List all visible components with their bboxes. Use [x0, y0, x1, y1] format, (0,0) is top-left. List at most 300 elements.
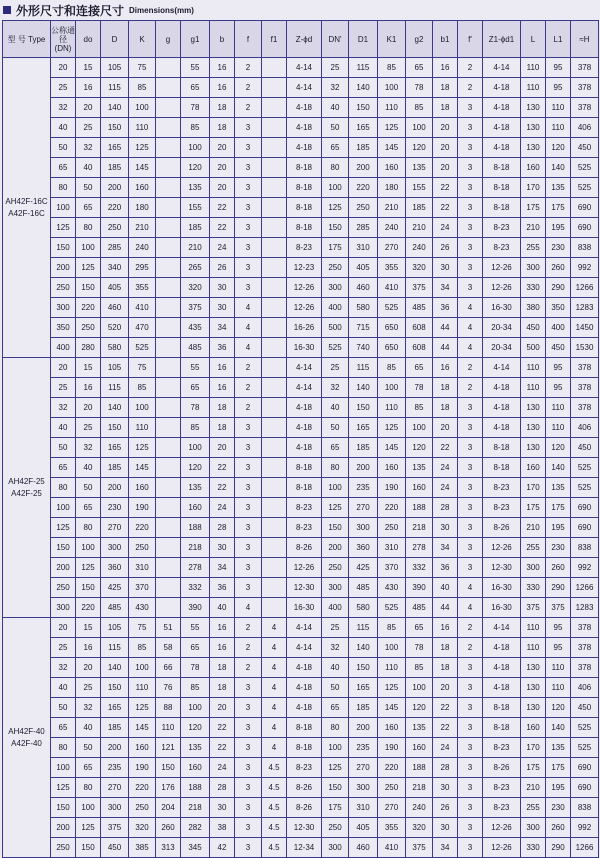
table-cell: 580 — [101, 338, 129, 358]
table-cell: 51 — [156, 618, 181, 638]
table-cell — [156, 118, 181, 138]
column-header: D — [101, 21, 129, 58]
table-cell: 20 — [433, 158, 458, 178]
table-row — [3, 838, 599, 858]
table-cell: 2 — [235, 358, 262, 378]
table-cell: 500 — [521, 338, 546, 358]
table-cell — [156, 218, 181, 238]
table-cell: 485 — [181, 338, 210, 358]
table-row — [3, 418, 599, 438]
table-cell: 50 — [76, 178, 101, 198]
table-row — [3, 678, 599, 698]
table-cell: 40 — [210, 598, 235, 618]
table-cell: 3 — [235, 198, 262, 218]
table-cell: 120 — [546, 138, 571, 158]
table-cell: 260 — [546, 818, 571, 838]
table-cell: 300 — [101, 798, 129, 818]
table-cell: 410 — [378, 838, 406, 858]
table-cell: 3 — [458, 738, 483, 758]
table-cell: 265 — [181, 258, 210, 278]
table-cell: 3 — [235, 698, 262, 718]
table-cell: 185 — [101, 158, 129, 178]
table-cell: 3 — [458, 838, 483, 858]
table-cell: 165 — [101, 698, 129, 718]
table-cell: 150 — [101, 418, 129, 438]
table-row — [3, 158, 599, 178]
table-cell: 200 — [101, 738, 129, 758]
table-cell: 100 — [322, 478, 349, 498]
table-row — [3, 258, 599, 278]
table-cell: 310 — [378, 538, 406, 558]
table-cell: 65 — [51, 458, 76, 478]
table-cell: 121 — [156, 738, 181, 758]
table-cell: 115 — [349, 358, 378, 378]
table-cell: 100 — [406, 418, 433, 438]
table-cell: 20 — [76, 658, 101, 678]
table-row — [3, 178, 599, 198]
table-row — [3, 398, 599, 418]
table-row — [3, 318, 599, 338]
table-cell: 332 — [181, 578, 210, 598]
table-cell: 18 — [433, 98, 458, 118]
table-cell: 310 — [349, 238, 378, 258]
table-cell: 135 — [546, 478, 571, 498]
table-cell: 200 — [51, 558, 76, 578]
table-cell: 250 — [322, 558, 349, 578]
table-cell: 24 — [433, 738, 458, 758]
table-cell: 165 — [349, 678, 378, 698]
table-cell: 85 — [181, 118, 210, 138]
table-cell: 300 — [322, 578, 349, 598]
table-cell: 115 — [349, 58, 378, 78]
table-cell: 8-18 — [483, 178, 521, 198]
table-cell: 4-14 — [287, 618, 322, 638]
table-cell — [262, 318, 287, 338]
table-cell: 240 — [378, 218, 406, 238]
table-cell: 55 — [181, 358, 210, 378]
table-cell: 175 — [322, 798, 349, 818]
table-cell: 1450 — [571, 318, 599, 338]
table-cell: 100 — [76, 238, 101, 258]
table-cell: 4-18 — [483, 678, 521, 698]
table-cell: 218 — [181, 798, 210, 818]
table-cell: 58 — [156, 638, 181, 658]
table-row — [3, 98, 599, 118]
table-row — [3, 538, 599, 558]
table-row — [3, 198, 599, 218]
table-cell: 8-26 — [287, 778, 322, 798]
table-cell: 220 — [76, 598, 101, 618]
table-cell — [156, 558, 181, 578]
table-cell: 4-18 — [287, 658, 322, 678]
table-cell: 300 — [101, 538, 129, 558]
table-cell: 160 — [521, 718, 546, 738]
table-cell: 375 — [101, 818, 129, 838]
table-cell: 32 — [51, 398, 76, 418]
table-cell — [156, 458, 181, 478]
table-cell: 110 — [546, 678, 571, 698]
table-cell: 140 — [349, 378, 378, 398]
table-cell: 385 — [129, 838, 156, 858]
table-cell: 2 — [235, 98, 262, 118]
table-cell: 450 — [101, 838, 129, 858]
column-header: f — [235, 21, 262, 58]
table-cell: 485 — [406, 598, 433, 618]
table-cell: 175 — [521, 758, 546, 778]
table-cell: 8-26 — [483, 758, 521, 778]
table-cell — [262, 598, 287, 618]
table-cell: 65 — [181, 78, 210, 98]
table-cell: 188 — [406, 758, 433, 778]
table-cell: 300 — [521, 558, 546, 578]
table-cell: 525 — [571, 178, 599, 198]
column-header: K1 — [378, 21, 406, 58]
table-cell: 32 — [322, 638, 349, 658]
table-cell: 355 — [378, 258, 406, 278]
table-cell: 26 — [433, 798, 458, 818]
table-cell: 1266 — [571, 278, 599, 298]
table-cell: 18 — [210, 678, 235, 698]
table-cell: 340 — [101, 258, 129, 278]
table-cell: 185 — [101, 458, 129, 478]
table-cell: 690 — [571, 198, 599, 218]
table-cell: 270 — [378, 238, 406, 258]
table-cell — [156, 98, 181, 118]
table-cell: 135 — [546, 178, 571, 198]
table-cell: 160 — [406, 738, 433, 758]
table-cell: 160 — [521, 458, 546, 478]
table-cell: 125 — [378, 418, 406, 438]
table-cell: 380 — [521, 298, 546, 318]
table-cell — [262, 98, 287, 118]
table-cell: 32 — [51, 98, 76, 118]
table-cell: 430 — [129, 598, 156, 618]
table-cell: 2 — [458, 618, 483, 638]
column-header: b — [210, 21, 235, 58]
table-cell: 110 — [546, 118, 571, 138]
table-row — [3, 478, 599, 498]
table-cell: 78 — [406, 78, 433, 98]
table-cell: 150 — [51, 798, 76, 818]
table-cell: 110 — [378, 98, 406, 118]
table-cell: 838 — [571, 538, 599, 558]
table-cell: 12-26 — [483, 278, 521, 298]
table-row — [3, 378, 599, 398]
table-cell: 160 — [129, 178, 156, 198]
table-cell: 120 — [546, 698, 571, 718]
table-cell: 1266 — [571, 578, 599, 598]
table-cell: 16 — [76, 638, 101, 658]
table-cell: 4-18 — [483, 638, 521, 658]
table-cell: 8-18 — [287, 478, 322, 498]
table-cell: 55 — [181, 58, 210, 78]
table-cell: 3 — [235, 538, 262, 558]
table-cell: 270 — [101, 778, 129, 798]
table-cell: 140 — [101, 398, 129, 418]
table-cell: 100 — [76, 538, 101, 558]
table-cell: 32 — [322, 378, 349, 398]
table-cell: 18 — [210, 98, 235, 118]
table-cell: 12-26 — [483, 538, 521, 558]
table-cell: 4-18 — [287, 698, 322, 718]
table-cell: 520 — [101, 318, 129, 338]
table-cell — [262, 298, 287, 318]
table-cell: 310 — [129, 558, 156, 578]
table-cell: 20 — [51, 618, 76, 638]
table-cell: 290 — [546, 578, 571, 598]
table-cell: 150 — [76, 838, 101, 858]
table-cell: 160 — [378, 158, 406, 178]
table-cell: 150 — [101, 118, 129, 138]
table-cell: 4 — [458, 598, 483, 618]
table-cell: 100 — [51, 758, 76, 778]
table-cell: 1530 — [571, 338, 599, 358]
table-cell: 65 — [322, 138, 349, 158]
table-cell: 50 — [51, 438, 76, 458]
table-cell: 3 — [458, 678, 483, 698]
table-cell: 66 — [156, 658, 181, 678]
table-cell: 8-18 — [483, 718, 521, 738]
column-header: Z-ϕd — [287, 21, 322, 58]
table-cell: 4 — [235, 298, 262, 318]
table-cell: 355 — [378, 818, 406, 838]
table-cell: 40 — [51, 118, 76, 138]
table-cell: 8-23 — [287, 498, 322, 518]
table-cell: 40 — [322, 98, 349, 118]
table-cell: 78 — [406, 378, 433, 398]
table-cell: 16-30 — [483, 598, 521, 618]
table-cell: 218 — [406, 518, 433, 538]
table-cell: 170 — [521, 478, 546, 498]
table-cell: 30 — [210, 798, 235, 818]
table-cell: 4-18 — [483, 398, 521, 418]
table-cell: 525 — [571, 158, 599, 178]
column-header: D1 — [349, 21, 378, 58]
column-header: do — [76, 21, 101, 58]
type-cell: AH42F-25 A42F-25 — [3, 358, 51, 618]
table-cell: 22 — [433, 198, 458, 218]
table-cell: 8-18 — [483, 438, 521, 458]
table-cell: 16-30 — [483, 298, 521, 318]
table-cell: 95 — [546, 378, 571, 398]
table-cell: 210 — [129, 218, 156, 238]
table-cell: 485 — [406, 298, 433, 318]
table-cell: 3 — [458, 458, 483, 478]
table-cell: 150 — [51, 538, 76, 558]
table-cell: 282 — [181, 818, 210, 838]
table-cell: 2 — [235, 638, 262, 658]
table-cell: 85 — [129, 638, 156, 658]
table-row — [3, 618, 599, 638]
table-cell: 218 — [181, 538, 210, 558]
table-cell: 3 — [235, 178, 262, 198]
table-cell: 130 — [521, 118, 546, 138]
table-cell: 4 — [262, 698, 287, 718]
table-cell: 55 — [181, 618, 210, 638]
table-cell — [262, 218, 287, 238]
table-cell: 378 — [571, 78, 599, 98]
table-cell: 12-23 — [287, 258, 322, 278]
table-cell: 4-18 — [483, 138, 521, 158]
table-cell: 95 — [546, 58, 571, 78]
table-cell: 165 — [349, 418, 378, 438]
table-cell: 210 — [378, 198, 406, 218]
table-cell: 3 — [458, 718, 483, 738]
table-cell: 4 — [235, 338, 262, 358]
table-cell: 405 — [349, 818, 378, 838]
table-body — [3, 58, 599, 858]
table-cell — [262, 138, 287, 158]
table-cell: 250 — [349, 198, 378, 218]
table-cell: 195 — [546, 218, 571, 238]
table-cell: 278 — [406, 538, 433, 558]
table-cell: 185 — [349, 698, 378, 718]
table-cell: 32 — [322, 78, 349, 98]
table-cell: 16-26 — [287, 318, 322, 338]
table-cell: 300 — [322, 838, 349, 858]
table-cell: 190 — [129, 758, 156, 778]
table-cell: 76 — [156, 678, 181, 698]
table-cell: 18 — [433, 378, 458, 398]
table-cell: 250 — [51, 838, 76, 858]
table-cell: 16 — [76, 78, 101, 98]
table-cell: 210 — [521, 218, 546, 238]
table-cell: 4.5 — [262, 798, 287, 818]
table-cell: 3 — [458, 758, 483, 778]
table-cell: 3 — [235, 718, 262, 738]
title-bar — [0, 0, 600, 20]
table-cell: 150 — [349, 98, 378, 118]
table-cell: 8-26 — [483, 518, 521, 538]
table-cell: 125 — [51, 778, 76, 798]
table-cell — [156, 138, 181, 158]
table-cell: 3 — [235, 558, 262, 578]
table-cell: 16 — [210, 58, 235, 78]
column-header: b1 — [433, 21, 458, 58]
table-cell: 175 — [521, 498, 546, 518]
table-cell: 375 — [406, 278, 433, 298]
table-cell: 140 — [101, 658, 129, 678]
table-cell: 44 — [433, 338, 458, 358]
table-cell: 300 — [349, 518, 378, 538]
table-cell: 525 — [322, 338, 349, 358]
table-cell: 100 — [76, 798, 101, 818]
table-cell: 4-18 — [483, 418, 521, 438]
table-cell: 8-18 — [287, 738, 322, 758]
table-cell — [262, 498, 287, 518]
column-header: 公称通径(DN) — [51, 21, 76, 58]
table-cell — [262, 238, 287, 258]
table-cell: 160 — [378, 718, 406, 738]
table-cell: 195 — [546, 778, 571, 798]
table-cell: 3 — [235, 158, 262, 178]
table-cell: 270 — [349, 498, 378, 518]
table-cell: 20 — [210, 138, 235, 158]
column-header: g2 — [406, 21, 433, 58]
table-cell — [156, 518, 181, 538]
table-cell: 125 — [51, 218, 76, 238]
table-cell: 235 — [349, 738, 378, 758]
table-cell: 406 — [571, 418, 599, 438]
table-cell — [156, 578, 181, 598]
table-cell: 22 — [210, 478, 235, 498]
table-cell: 80 — [76, 518, 101, 538]
column-header: Z1-ϕd1 — [483, 21, 521, 58]
table-cell: 130 — [521, 418, 546, 438]
table-cell: 110 — [546, 98, 571, 118]
column-header: L1 — [546, 21, 571, 58]
table-cell — [156, 318, 181, 338]
table-cell — [262, 58, 287, 78]
table-cell — [262, 578, 287, 598]
table-cell — [156, 258, 181, 278]
table-cell: 30 — [433, 778, 458, 798]
table-cell: 145 — [378, 138, 406, 158]
table-cell: 4-18 — [287, 438, 322, 458]
table-cell: 16 — [433, 618, 458, 638]
table-cell: 3 — [235, 278, 262, 298]
table-cell: 40 — [76, 718, 101, 738]
table-cell: 22 — [210, 458, 235, 478]
table-cell: 1283 — [571, 598, 599, 618]
table-cell: 525 — [571, 718, 599, 738]
table-cell: 185 — [181, 218, 210, 238]
table-cell: 2 — [458, 638, 483, 658]
table-cell: 18 — [210, 418, 235, 438]
table-cell: 30 — [210, 298, 235, 318]
table-cell: 2 — [458, 358, 483, 378]
table-cell: 4 — [262, 738, 287, 758]
square-bullet-icon — [3, 6, 11, 14]
table-cell — [156, 538, 181, 558]
table-cell: 135 — [406, 458, 433, 478]
table-cell: 200 — [349, 458, 378, 478]
table-row — [3, 278, 599, 298]
table-cell: 715 — [349, 318, 378, 338]
table-cell — [156, 278, 181, 298]
column-header: g — [156, 21, 181, 58]
table-cell: 218 — [406, 778, 433, 798]
table-cell: 190 — [129, 498, 156, 518]
page-subtitle: Dimensions(mm) — [129, 5, 194, 15]
table-cell: 160 — [378, 458, 406, 478]
table-cell: 80 — [76, 778, 101, 798]
table-cell: 300 — [521, 818, 546, 838]
table-cell: 115 — [101, 78, 129, 98]
table-cell: 150 — [322, 218, 349, 238]
table-cell: 110 — [546, 658, 571, 678]
table-cell: 235 — [101, 758, 129, 778]
table-cell: 36 — [210, 338, 235, 358]
table-row — [3, 578, 599, 598]
table-cell: 120 — [181, 158, 210, 178]
table-cell: 110 — [521, 358, 546, 378]
table-row — [3, 778, 599, 798]
table-cell: 2 — [235, 58, 262, 78]
table-cell: 200 — [101, 178, 129, 198]
table-cell: 450 — [571, 438, 599, 458]
table-cell: 3 — [458, 778, 483, 798]
table-cell: 345 — [181, 838, 210, 858]
table-row — [3, 298, 599, 318]
table-cell: 320 — [181, 278, 210, 298]
table-cell: 3 — [235, 138, 262, 158]
table-cell: 300 — [322, 278, 349, 298]
table-cell — [156, 238, 181, 258]
table-cell: 18 — [210, 118, 235, 138]
table-row — [3, 118, 599, 138]
table-cell: 330 — [521, 278, 546, 298]
